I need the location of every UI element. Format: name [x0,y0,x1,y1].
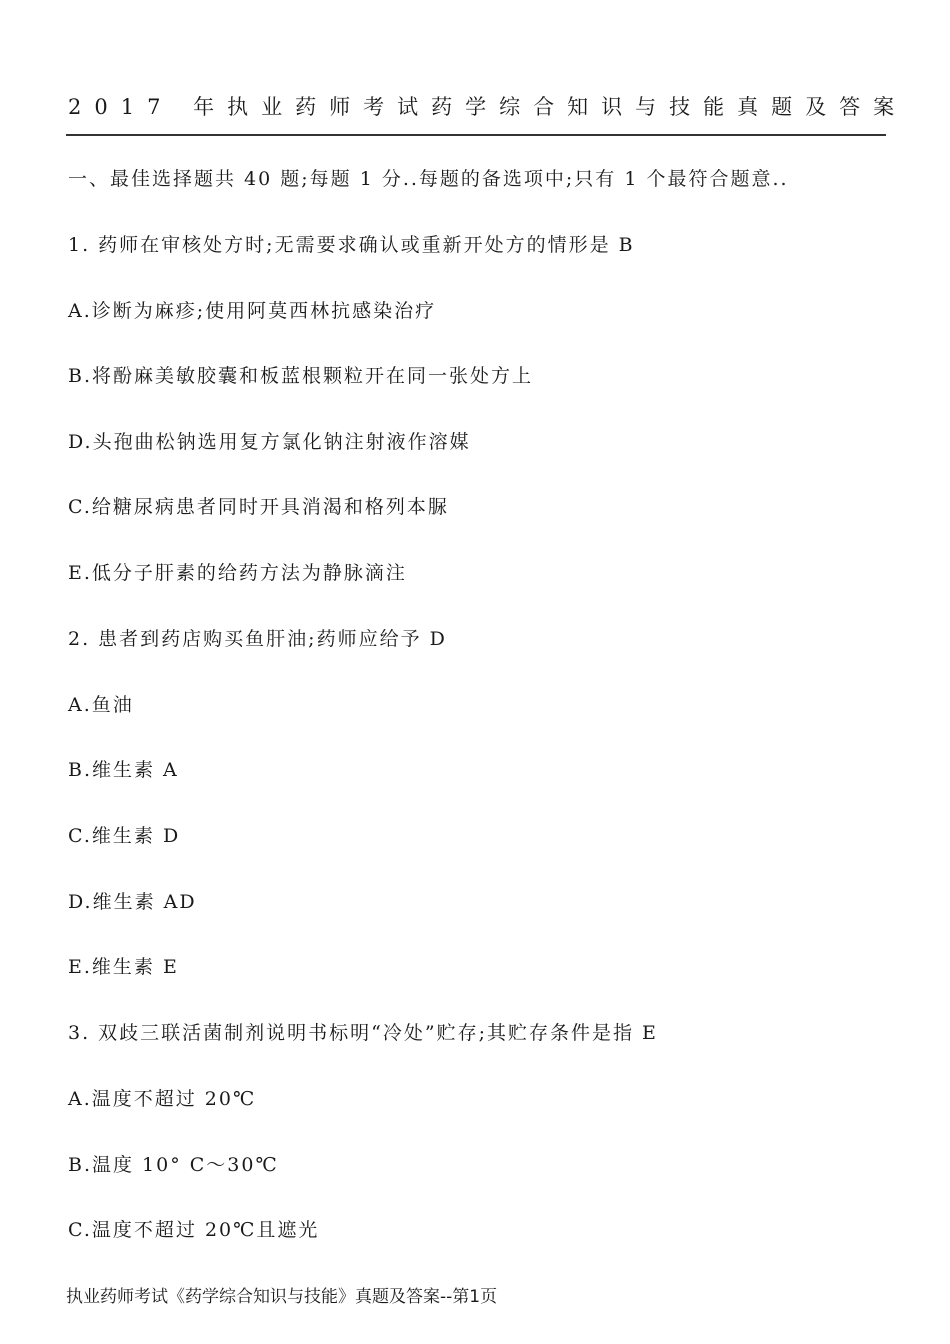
question-2-option-e: E.维生素 E [68,956,179,978]
question-1-option-d: D.头孢曲松钠选用复方氯化钠注射液作溶媒 [68,431,471,453]
question-2-option-d: D.维生素 AD [68,891,197,913]
question-1: 1. 药师在审核处方时;无需要求确认或重新开处方的情形是 B [68,234,635,256]
question-3: 3. 双歧三联活菌制剂说明书标明“冷处”贮存;其贮存条件是指 E [68,1022,658,1044]
section-heading: 一、最佳选择题共 40 题;每题 1 分..每题的备选项中;只有 1 个最符合题意.. [68,168,789,190]
question-2-option-b: B.维生素 A [68,759,179,781]
question-1-option-e: E.低分子肝素的给药方法为静脉滴注 [68,562,407,584]
question-2-option-c: C.维生素 D [68,825,181,847]
title-divider [66,134,886,136]
question-3-option-b: B.温度 10° C～30℃ [68,1154,279,1176]
question-3-option-a: A.温度不超过 20℃ [68,1088,257,1110]
question-3-option-c: C.温度不超过 20℃且遮光 [68,1219,320,1241]
question-1-option-a: A.诊断为麻疹;使用阿莫西林抗感染治疗 [68,300,437,322]
question-1-option-c: C.给糖尿病患者同时开具消渴和格列本脲 [68,496,449,518]
page-footer: 执业药师考试《药学综合知识与技能》真题及答案--第1页 [66,1287,498,1307]
question-1-option-b: B.将酚麻美敏胶囊和板蓝根颗粒开在同一张处方上 [68,365,534,387]
question-2-option-a: A.鱼油 [68,694,134,716]
question-2: 2. 患者到药店购买鱼肝油;药师应给予 D [68,628,447,650]
page-title: 2017 年执业药师考试药学综合知识与技能真题及答案 [68,95,908,119]
